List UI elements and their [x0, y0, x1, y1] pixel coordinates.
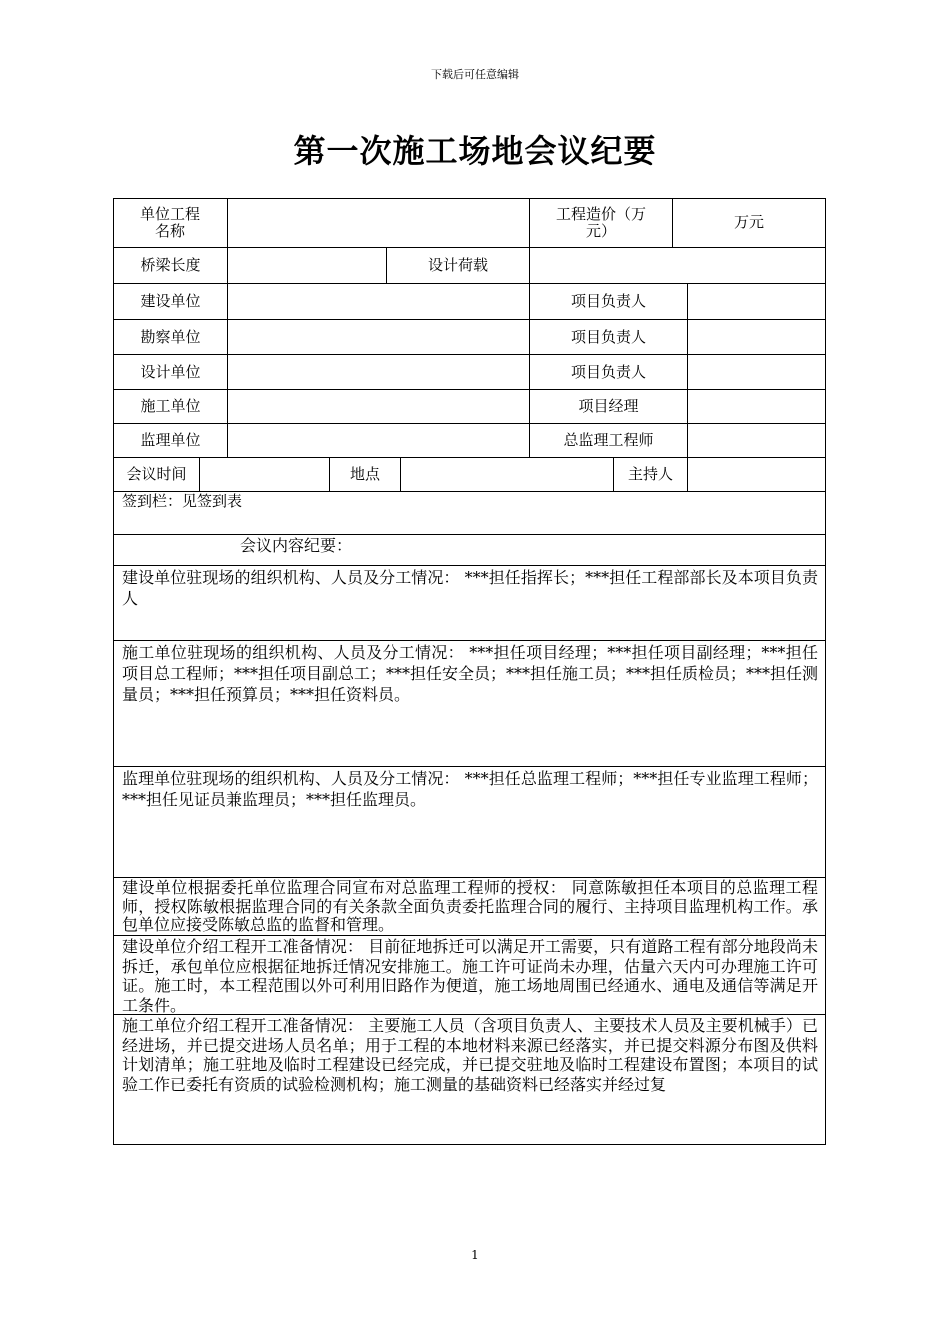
row-divider	[113, 766, 826, 767]
signin-text: 签到栏：见签到表	[122, 492, 243, 510]
contractor-preparation-section: 施工单位介绍工程开工准备情况： 主要施工人员（含项目负责人、主要技术人员及主要机械手）已经进场，并已提交进场人员名单；用于工程的本地材料来源已经落实，并已提交料源分布图及供料计划清单；施工驻地及临时工程建设已经完成，并已提交驻地及临时工程建设布置图；本项目的试验工作已委托有资质的试验检测机构；施工测量的基础资料已经落实并经过复	[122, 1016, 818, 1094]
design-load-label: 设计荷载	[427, 256, 488, 274]
location-label: 地点	[349, 465, 380, 483]
host-label: 主持人	[627, 465, 673, 483]
design-unit-label: 设计单位	[140, 362, 201, 381]
owner-unit-field[interactable]	[228, 284, 529, 319]
page-number: 1	[471, 1248, 479, 1262]
supervision-unit-label: 监理单位	[140, 431, 201, 449]
supervision-role-label: 总监理工程师	[563, 431, 654, 449]
owner-unit-label: 建设单位	[140, 292, 201, 310]
design-unit-field[interactable]	[228, 355, 529, 389]
project-name-label: 单位工程名称	[139, 205, 200, 240]
minutes-heading: 会议内容纪要：	[240, 536, 353, 555]
row-divider	[113, 534, 826, 535]
construction-role-field[interactable]	[688, 390, 825, 423]
supervision-role-field[interactable]	[688, 424, 825, 457]
owner-organization-section: 建设单位驻现场的组织机构、人员及分工情况： ***担任指挥长；***担任工程部部长及本项目负责人	[122, 568, 818, 608]
project-cost-label: 工程造价（万元）	[555, 205, 646, 240]
bridge-length-label: 桥梁长度	[140, 256, 201, 274]
survey-unit-field[interactable]	[228, 320, 529, 354]
row-divider	[113, 935, 826, 936]
survey-unit-label: 勘察单位	[140, 327, 201, 346]
col-divider	[529, 198, 530, 247]
header-note: 下载后可任意编辑	[431, 68, 519, 81]
owner-role-label: 项目负责人	[570, 292, 646, 310]
host-field[interactable]	[688, 458, 825, 491]
meeting-time-label: 会议时间	[126, 465, 187, 483]
project-cost-value[interactable]: 万元	[733, 213, 764, 231]
construction-unit-label: 施工单位	[140, 397, 201, 415]
design-role-field[interactable]	[688, 355, 825, 389]
design-role-label: 项目负责人	[570, 362, 646, 381]
owner-preparation-section: 建设单位介绍工程开工准备情况： 目前征地拆迁可以满足开工需要，只有道路工程有部分地段尚未拆迁，承包单位应根据征地拆迁情况安排施工。施工许可证尚未办理，估量六天内可办理施工许可证。施工时，本工程范围以外可利用旧路作为便道，施工场地周围已经通水、通电及通信等满足开工条件。	[122, 937, 818, 1015]
construction-role-label: 项目经理	[578, 397, 639, 415]
row-divider	[113, 640, 826, 641]
design-load-field[interactable]	[530, 248, 825, 283]
construction-unit-field[interactable]	[228, 390, 529, 423]
location-field[interactable]	[401, 458, 613, 491]
row-divider	[113, 565, 826, 566]
supervisor-organization-section: 监理单位驻现场的组织机构、人员及分工情况： ***担任总监理工程师；***担任专业监理工程师；***担任见证员兼监理员；***担任监理员。	[122, 769, 818, 809]
contractor-organization-section: 施工单位驻现场的组织机构、人员及分工情况： ***担任项目经理；***担任项目副经理；***担任项目总工程师；***担任项目副总工；***担任安全员；***担任施工员；***担任质检员；***担任测量员；***担任预算员；***担任资料员。	[122, 643, 819, 704]
meeting-time-field[interactable]	[200, 458, 329, 491]
survey-role-label: 项目负责人	[570, 327, 646, 346]
project-name-field[interactable]	[228, 199, 528, 246]
bridge-length-field[interactable]	[228, 248, 386, 283]
supervision-unit-field[interactable]	[228, 424, 529, 457]
owner-role-field[interactable]	[688, 284, 825, 319]
document-title: 第一次施工场地会议纪要	[293, 132, 657, 170]
authorization-section: 建设单位根据委托单位监理合同宣布对总监理工程师的授权： 同意陈敏担任本项目的总监理工程师，授权陈敏根据监理合同的有关条款全面负责委托监理合同的履行、主持项目监理机构工作。承包单位应接受陈敏总监的监督和管理。	[122, 878, 818, 934]
survey-role-field[interactable]	[688, 320, 825, 354]
